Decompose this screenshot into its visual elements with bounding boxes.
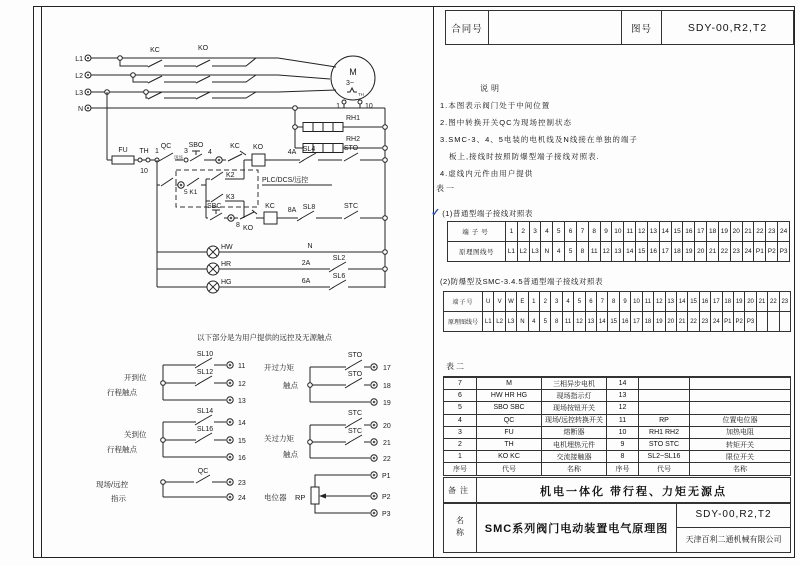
item-name: 现场按钮开关 xyxy=(541,401,606,413)
contract-no-label: 合同号 xyxy=(451,23,483,35)
stc-contact-1-label: STC xyxy=(348,410,362,417)
wire-cell: 23 xyxy=(730,242,742,261)
terminal-cell: 24 xyxy=(777,222,789,241)
drawing-no-value: SDY-00,R2,T2 xyxy=(661,11,793,44)
sl16-label: SL16 xyxy=(196,426,214,433)
sl4-switch-label: SL4 xyxy=(302,146,316,153)
stc-switch-label: STC xyxy=(344,203,358,210)
terminal-24: 24 xyxy=(238,495,246,502)
indication-label: 指示 xyxy=(111,494,126,503)
wire-number-row xyxy=(448,241,789,261)
terminal-19: 19 xyxy=(383,400,391,407)
item-code: KO KC xyxy=(476,450,541,462)
wire-cell: L3 xyxy=(505,312,516,331)
wire-cell: 20 xyxy=(665,312,676,331)
terminal-cell: 13 xyxy=(647,222,659,241)
wire-cell: 5 xyxy=(564,242,576,261)
wire-cell: 15 xyxy=(635,242,647,261)
wire-cell: 23 xyxy=(699,312,710,331)
item-name xyxy=(689,377,790,389)
wire-cell: 17 xyxy=(630,312,641,331)
terminal-cell: 7 xyxy=(576,222,588,241)
name-block xyxy=(443,502,791,553)
terminal-cell: 11 xyxy=(642,292,653,311)
doc-info xyxy=(676,503,790,552)
terminal-cell: 14 xyxy=(659,222,671,241)
item-code: HW HR HG xyxy=(476,389,541,401)
sl14-label: SL14 xyxy=(196,408,214,415)
terminal-p2: P2 xyxy=(382,494,391,501)
wire-cell: 14 xyxy=(623,242,635,261)
terminal-cell: 4 xyxy=(540,222,552,241)
terminal-cell: 22 xyxy=(767,292,778,311)
terminal-cell: 14 xyxy=(676,292,687,311)
neutral-label: N xyxy=(77,106,83,113)
wire-cell: 16 xyxy=(647,242,659,261)
item-code: STO STC xyxy=(638,438,689,450)
terminal-cell: V xyxy=(493,292,504,311)
wire-cell: L1 xyxy=(482,312,493,331)
item-name: 三相异步电机 xyxy=(541,377,606,389)
wire-cell: 8 xyxy=(550,312,561,331)
wire-5-k1-label: 5 K1 xyxy=(184,189,198,196)
title-block-header xyxy=(445,10,794,45)
wire-cell: 22 xyxy=(687,312,698,331)
item-no: 13 xyxy=(606,389,638,401)
wire-cell: 18 xyxy=(642,312,653,331)
terminal-row-label-2: 端子号 xyxy=(452,300,474,306)
motor-th-label: TH xyxy=(358,92,364,97)
rh2-label: RH2 xyxy=(346,136,361,143)
wire-cell: L1 xyxy=(505,242,517,261)
wire-cell: 13 xyxy=(611,242,623,261)
terminal-cell: 10 xyxy=(611,222,623,241)
wire-cell: 20 xyxy=(694,242,706,261)
wire-cell: 11 xyxy=(562,312,573,331)
table1-sub1-title: (1)普通型端子接线对照表 xyxy=(442,209,533,218)
remote-control-section xyxy=(157,160,332,287)
sl8-switch-label: SL8 xyxy=(302,204,316,211)
wire-cell xyxy=(767,312,778,331)
wire-cell: 21 xyxy=(676,312,687,331)
motor-terminal-10: 10 xyxy=(365,103,373,110)
terminal-cell: 5 xyxy=(573,292,584,311)
item-no: 11 xyxy=(606,414,638,426)
terminal-cell: 7 xyxy=(596,292,607,311)
stc-contact-2-label: STC xyxy=(348,428,362,435)
terminal-20: 20 xyxy=(383,423,391,430)
item-code: RH1 RH2 xyxy=(638,426,689,438)
wire-number-row-2 xyxy=(444,311,790,331)
terminal-cell: 21 xyxy=(742,222,754,241)
item-no: 7 xyxy=(444,377,476,389)
terminal-22: 22 xyxy=(383,456,391,463)
terminal-cell: 6 xyxy=(564,222,576,241)
wire-cell: 24 xyxy=(742,242,754,261)
wire-cell: L2 xyxy=(493,312,504,331)
terminal-cell: 22 xyxy=(753,222,765,241)
item-code: QC xyxy=(476,414,541,426)
terminal-cell: 2 xyxy=(517,222,529,241)
sto-contact-2-label: STO xyxy=(347,371,363,378)
local-remote-label: 现场/远控 xyxy=(96,480,129,489)
th-label: TH xyxy=(139,148,149,155)
travel-contact-label: 行程触点 xyxy=(107,388,137,397)
kc-coil-label: KC xyxy=(265,203,275,210)
terminal-cell: 9 xyxy=(600,222,612,241)
item-name: 转矩开关 xyxy=(689,438,790,450)
wire-1-label: 1 xyxy=(155,148,159,155)
wire-cell: P2 xyxy=(765,242,777,261)
rh1-label: RH1 xyxy=(346,115,361,122)
item-no: 6 xyxy=(444,389,476,401)
component-table-footer xyxy=(444,462,790,474)
wire-cell: P1 xyxy=(753,242,765,261)
wire-cell: P3 xyxy=(777,242,789,261)
phase-l1-label: L1 xyxy=(75,56,83,63)
user-section-title: 以下部分是为用户提供的远控及无源触点 xyxy=(197,333,332,342)
potentiometer-label: 电位器 xyxy=(264,493,287,502)
item-code: RP xyxy=(638,414,689,426)
footer-name-label: 名称 xyxy=(541,462,606,474)
terminal-number-row-2 xyxy=(444,292,790,311)
terminal-p1: P1 xyxy=(382,473,391,480)
wire-cell: 13 xyxy=(585,312,596,331)
kc-nc-contact-label: KC xyxy=(230,143,240,150)
sbc-button-label: SBC xyxy=(207,203,222,210)
terminal-number-row xyxy=(448,222,789,241)
remark-text: 机电一体化 带行程、力矩无源点 xyxy=(476,478,790,503)
wire-cell: 5 xyxy=(539,312,550,331)
terminal-21: 21 xyxy=(383,440,391,447)
item-code: TH xyxy=(476,438,541,450)
drawing-title: SMC系列阀门电动装置电气原理图 xyxy=(476,503,676,552)
table1-caption: 表一 xyxy=(436,184,456,193)
indicator-lamps xyxy=(157,243,385,293)
item-no: 14 xyxy=(606,377,638,389)
item-no: 8 xyxy=(606,450,638,462)
ko-coil-label: KO xyxy=(252,144,264,151)
component-row xyxy=(444,438,790,450)
footer-code-label: 代号 xyxy=(476,462,541,474)
item-no: 10 xyxy=(606,426,638,438)
component-row xyxy=(444,450,790,462)
terminal-cell: 10 xyxy=(630,292,641,311)
open-torque-label: 开过力矩 xyxy=(264,363,294,372)
fuse-label: FU xyxy=(118,147,128,154)
terminal-cell: 12 xyxy=(653,292,664,311)
item-no: 4 xyxy=(444,414,476,426)
wire-cell: 16 xyxy=(619,312,630,331)
motor-symbol xyxy=(331,56,375,110)
wire-cell: P3 xyxy=(744,312,755,331)
sl6-switch-label: SL6 xyxy=(332,273,346,280)
item-no: 2 xyxy=(444,438,476,450)
wire-cell: 4 xyxy=(552,242,564,261)
wire-row-label-2: 原理图线号 xyxy=(447,320,478,326)
wire-4a-label: 4A xyxy=(287,149,297,156)
item-name xyxy=(689,389,790,401)
note-line-2: 2.图中转换开关QC为现场控制状态 xyxy=(440,118,573,127)
qc-switch-label: QC xyxy=(160,143,172,150)
wire-cell: 11 xyxy=(588,242,600,261)
wire-cell: 22 xyxy=(718,242,730,261)
user-contacts-section xyxy=(96,332,391,518)
sbo-button-label: SBO xyxy=(188,142,204,149)
wire-cell: 19 xyxy=(653,312,664,331)
terminal-cell: E xyxy=(516,292,527,311)
ko-contactor-label: KO xyxy=(197,45,209,52)
footer-code-label: 代号 xyxy=(638,462,689,474)
sl12-label: SL12 xyxy=(196,369,214,376)
wire-cell: 24 xyxy=(710,312,721,331)
item-name: 位置电位器 xyxy=(689,414,790,426)
terminal-cell: 4 xyxy=(562,292,573,311)
notes-section xyxy=(440,80,790,182)
hg-lamp-label: HG xyxy=(221,279,232,286)
item-no: 1 xyxy=(444,450,476,462)
terminal-cell: 9 xyxy=(619,292,630,311)
terminal-16: 16 xyxy=(238,455,246,462)
travel-contact-label-2: 行程触点 xyxy=(107,445,137,454)
terminal-cell: 8 xyxy=(607,292,618,311)
k3-contact-label: K3 xyxy=(226,194,235,201)
terminal-cell: 23 xyxy=(765,222,777,241)
sto-switch-label: STO xyxy=(343,145,359,152)
open-position-label: 开到位 xyxy=(124,373,147,382)
item-name: 限位开关 xyxy=(689,450,790,462)
note-line-3b: 板上,接线时按照防爆型端子接线对照表. xyxy=(449,152,600,161)
hw-n-label: N xyxy=(307,243,313,250)
kc-contactor-label: KC xyxy=(150,47,160,54)
wire-cell xyxy=(756,312,767,331)
terminal-cell: 16 xyxy=(682,222,694,241)
plc-dcs-label: PLC/DCS/远控 xyxy=(262,177,309,184)
close-position-label: 关到位 xyxy=(124,430,147,439)
wire-4-label: 4 xyxy=(208,149,212,156)
terminal-cell: 20 xyxy=(730,222,742,241)
terminal-23: 23 xyxy=(238,480,246,487)
item-name xyxy=(689,401,790,413)
wire-8-label: 8 xyxy=(236,222,240,229)
wire-row-label: 原理图线号 xyxy=(459,249,494,256)
notes-title: 说明 xyxy=(480,84,502,93)
terminal-cell: 17 xyxy=(710,292,721,311)
terminal-13: 13 xyxy=(238,398,246,405)
terminal-cell: 6 xyxy=(585,292,596,311)
motor-phase-label: 3~ xyxy=(346,80,354,87)
phase-l2-label: L2 xyxy=(75,73,83,80)
terminal-cell: 23 xyxy=(779,292,790,311)
terminal-15: 15 xyxy=(238,438,246,445)
wire-cell: 14 xyxy=(596,312,607,331)
component-rows xyxy=(444,377,790,462)
item-no: 3 xyxy=(444,426,476,438)
sl2-switch-label: SL2 xyxy=(332,255,346,262)
component-table xyxy=(443,376,791,476)
wire-cell: 4 xyxy=(528,312,539,331)
component-row xyxy=(444,426,790,438)
wire-cell: 8 xyxy=(576,242,588,261)
wire-cell: 21 xyxy=(706,242,718,261)
rp-label: RP xyxy=(295,493,306,502)
component-row xyxy=(444,401,790,413)
wire-cell: 19 xyxy=(682,242,694,261)
wire-cell: 15 xyxy=(607,312,618,331)
wire-2a-label: 2A xyxy=(301,260,311,267)
footer-no-label: 序号 xyxy=(606,462,638,474)
wire-cell: N xyxy=(540,242,552,261)
item-no: 9 xyxy=(606,438,638,450)
component-row xyxy=(444,377,790,389)
item-code: M xyxy=(476,377,541,389)
qc-contact-label: QC xyxy=(197,468,209,475)
terminal-cell: U xyxy=(482,292,493,311)
name-label: 名称 xyxy=(455,515,465,540)
k2-contact-label: K2 xyxy=(226,172,235,179)
wire-10-label: 10 xyxy=(140,168,148,175)
wire-cell: N xyxy=(516,312,527,331)
wire-3-label: 3 xyxy=(184,148,188,155)
wire-cell: 18 xyxy=(671,242,683,261)
table2-caption: 表二 xyxy=(446,362,466,371)
terminal-17: 17 xyxy=(383,365,391,372)
note-line-3: 3.SMC-3、4、5电装的电机线及N线接在单独的端子 xyxy=(440,135,638,144)
sto-contact-1-label: STO xyxy=(347,352,363,359)
terminal-cell: 11 xyxy=(623,222,635,241)
terminal-cell: 1 xyxy=(505,222,517,241)
wire-cell: 12 xyxy=(600,242,612,261)
remark-label: 备注 xyxy=(448,486,472,495)
terminal-cell: 15 xyxy=(687,292,698,311)
component-row xyxy=(444,389,790,401)
wire-8a-label: 8A xyxy=(287,207,297,214)
terminal-cell: 3 xyxy=(550,292,561,311)
terminal-cell: 19 xyxy=(718,222,730,241)
component-row xyxy=(444,414,790,426)
terminal-cell: 17 xyxy=(694,222,706,241)
wire-cell xyxy=(779,312,790,331)
terminal-cell: 13 xyxy=(665,292,676,311)
terminal-table-standard xyxy=(447,221,790,262)
item-code xyxy=(638,389,689,401)
item-no: 5 xyxy=(444,401,476,413)
terminal-cell: 1 xyxy=(528,292,539,311)
terminal-14: 14 xyxy=(238,420,246,427)
qc-mode-label: 现场 xyxy=(174,155,183,160)
terminal-11: 11 xyxy=(238,363,246,370)
hr-lamp-label: HR xyxy=(221,261,232,268)
item-name: 现场/远控转换开关 xyxy=(541,414,606,426)
terminal-cell: 21 xyxy=(756,292,767,311)
terminal-18: 18 xyxy=(383,383,391,390)
drawing-no-label: 图号 xyxy=(621,11,661,44)
wire-cell: P1 xyxy=(722,312,733,331)
note-line-1: 1.本图表示阀门处于中间位置 xyxy=(440,101,551,110)
contact-label: 触点 xyxy=(283,381,298,390)
item-code xyxy=(638,401,689,413)
item-code: SL2~SL16 xyxy=(638,450,689,462)
note-line-4: 4.虚线内元件由用户提供 xyxy=(440,169,534,178)
item-name: 加热电阻 xyxy=(689,426,790,438)
footer-no-label: 序号 xyxy=(444,462,476,474)
wire-cell: L3 xyxy=(529,242,541,261)
terminal-cell: 20 xyxy=(744,292,755,311)
remark-block xyxy=(443,477,791,504)
sl10-label: SL10 xyxy=(196,351,214,358)
contact-label-2: 触点 xyxy=(283,450,298,459)
table1-sub1-heading xyxy=(431,203,533,221)
terminal-cell: 19 xyxy=(733,292,744,311)
terminal-cell: 18 xyxy=(722,292,733,311)
item-no: 12 xyxy=(606,401,638,413)
phase-l3-label: L3 xyxy=(75,90,83,97)
terminal-table-explosion-proof xyxy=(443,291,791,332)
doc-no: SDY-00,R2,T2 xyxy=(677,503,790,528)
wire-cell: L2 xyxy=(517,242,529,261)
check-mark: ✓ xyxy=(431,207,441,219)
terminal-cell: 16 xyxy=(699,292,710,311)
terminal-cell: 15 xyxy=(671,222,683,241)
wire-cell: P2 xyxy=(733,312,744,331)
wire-6a-label: 6A xyxy=(301,278,311,285)
motor-terminal-1: 1 xyxy=(336,103,340,110)
item-name: 交流接触器 xyxy=(541,450,606,462)
close-torque-label: 关过力矩 xyxy=(264,434,294,443)
item-code xyxy=(638,377,689,389)
terminal-cell: W xyxy=(505,292,516,311)
terminal-cell: 8 xyxy=(588,222,600,241)
terminal-cell: 2 xyxy=(539,292,550,311)
item-code: SBO SBC xyxy=(476,401,541,413)
wire-cell: 17 xyxy=(659,242,671,261)
terminal-cell: 5 xyxy=(552,222,564,241)
item-name: 熔断器 xyxy=(541,426,606,438)
terminal-cell: 12 xyxy=(635,222,647,241)
item-name: 电机埋热元件 xyxy=(541,438,606,450)
table1-sub2-title: (2)防爆型及SMC-3.4.5普通型端子接线对照表 xyxy=(440,277,604,286)
hw-lamp-label: HW xyxy=(221,244,233,251)
motor-m-label: M xyxy=(349,67,357,77)
item-name: 现场指示灯 xyxy=(541,389,606,401)
terminal-12: 12 xyxy=(238,381,246,388)
terminal-cell: 18 xyxy=(706,222,718,241)
terminal-row-label: 端子号 xyxy=(462,229,491,236)
terminal-cell: 3 xyxy=(529,222,541,241)
contract-no-value xyxy=(488,11,621,44)
footer-name-label: 名称 xyxy=(689,462,790,474)
company-name: 天津百利二通机械有限公司 xyxy=(685,535,782,545)
wire-cell: 12 xyxy=(573,312,584,331)
item-code: FU xyxy=(476,426,541,438)
terminal-p3: P3 xyxy=(382,511,391,518)
ko-nc-contact-label: KO xyxy=(243,225,254,232)
